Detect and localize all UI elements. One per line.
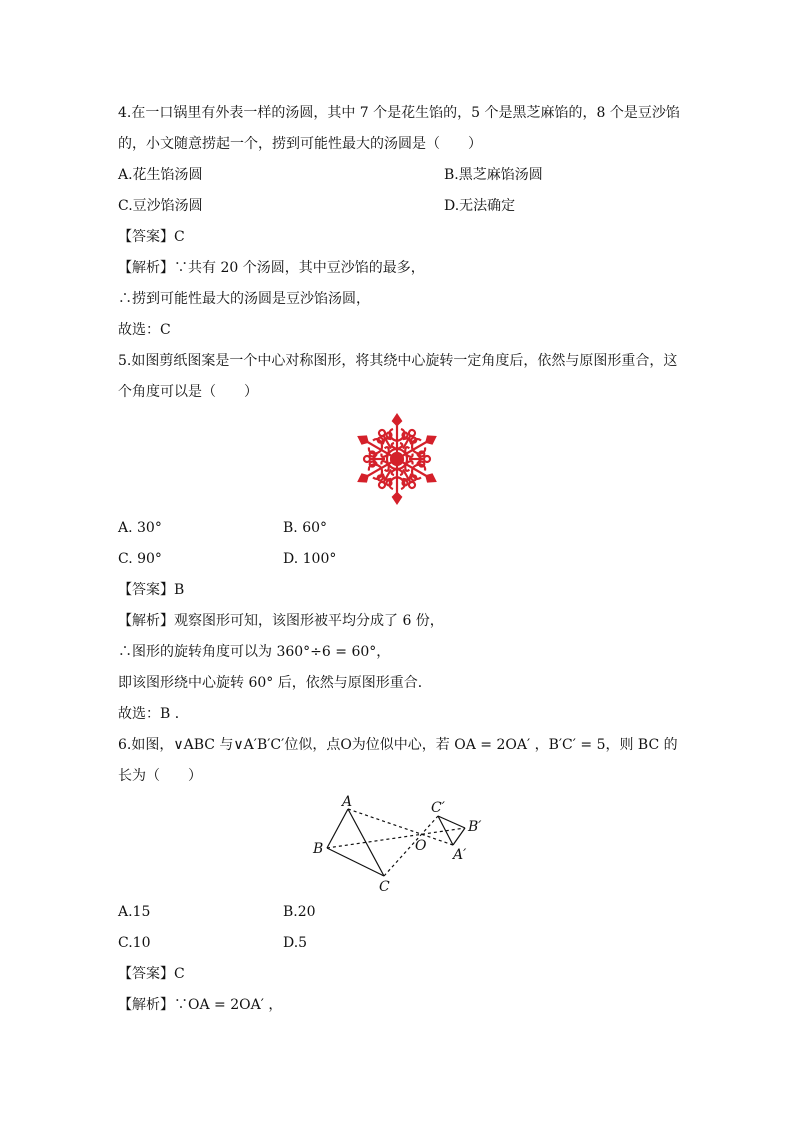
q4-option-b: B.黑芝麻馅汤圆 [444,167,543,183]
q5-analysis-line3: 即该图形绕中心旋转 60° 后，依然与原图形重合． [118,675,432,691]
q6-stem-line1: 6.如图，∨ABC 与∨A′B′C′位似，点O为位似中心，若 OA = 2OA′ ，B′C′ = 5，则 BC 的 [118,737,678,753]
label-c: C [379,879,390,895]
q4-option-c: C.豆沙馅汤圆 [118,198,203,214]
q4-option-d: D.无法确定 [444,198,516,214]
q6-option-a: A.15 [118,904,151,920]
label-o: O [415,838,427,854]
q5-stem-line1: 5.如图剪纸图案是一个中心对称图形，将其绕中心旋转一定角度后，依然与原图形重合，这 [118,353,678,369]
segment-c-b-prime [438,816,465,828]
q6-option-c: C.10 [118,935,151,951]
q5-analysis-line4: 故选：B ． [118,706,189,722]
segment-bc [327,848,384,876]
q4-stem-line1: 4.在一口锅里有外表一样的汤圆，其中 7 个是花生馅的，5 个是黑芝麻馅的，8 个是豆沙馅 [118,105,680,121]
segment-b-a-prime [453,828,465,845]
q5-answer: 【答案】B [118,582,185,598]
segment-ab [327,809,348,848]
q4-analysis-line2: ∴捞到可能性最大的汤圆是豆沙馅汤圆， [118,291,370,307]
q6-stem-line2: 长为（ ） [118,768,202,784]
q6-answer: 【答案】C [118,966,185,982]
dashed-ray-c [384,816,438,876]
snowflake-papercut-icon [352,412,442,506]
label-c-prime: C′ [431,800,445,816]
q4-stem-line2: 的，小文随意捞起一个，捞到可能性最大的汤圆是（ ） [118,136,482,152]
label-a: A [342,794,353,810]
q5-analysis-line1: 【解析】观察图形可知，该图形被平均分成了 6 份， [118,613,444,629]
q5-option-a: A. 30° [118,520,162,536]
q5-stem-line2: 个角度可以是（ ） [118,384,258,400]
label-b: B [313,841,324,857]
q6-option-d: D.5 [283,935,308,951]
q5-option-c: C. 90° [118,551,162,567]
q6-option-b: B.20 [283,904,316,920]
q4-analysis-line1: 【解析】∵共有 20 个汤圆，其中豆沙馅的最多， [118,260,425,276]
label-a-prime: A′ [453,847,467,863]
label-b-prime: B′ [468,819,482,835]
homothety-triangles-figure [305,793,495,895]
q5-option-d: D. 100° [283,551,337,567]
q4-option-a: A.花生馅汤圆 [118,167,203,183]
dashed-ray-b [327,828,465,848]
q5-analysis-line2: ∴图形的旋转角度可以为 360°÷6 = 60°， [118,644,391,660]
q4-analysis-line3: 故选：C [118,322,171,338]
q5-option-b: B. 60° [283,520,328,536]
q4-answer: 【答案】C [118,229,185,245]
q6-analysis-line1: 【解析】∵OA = 2OA′ ， [118,997,283,1013]
